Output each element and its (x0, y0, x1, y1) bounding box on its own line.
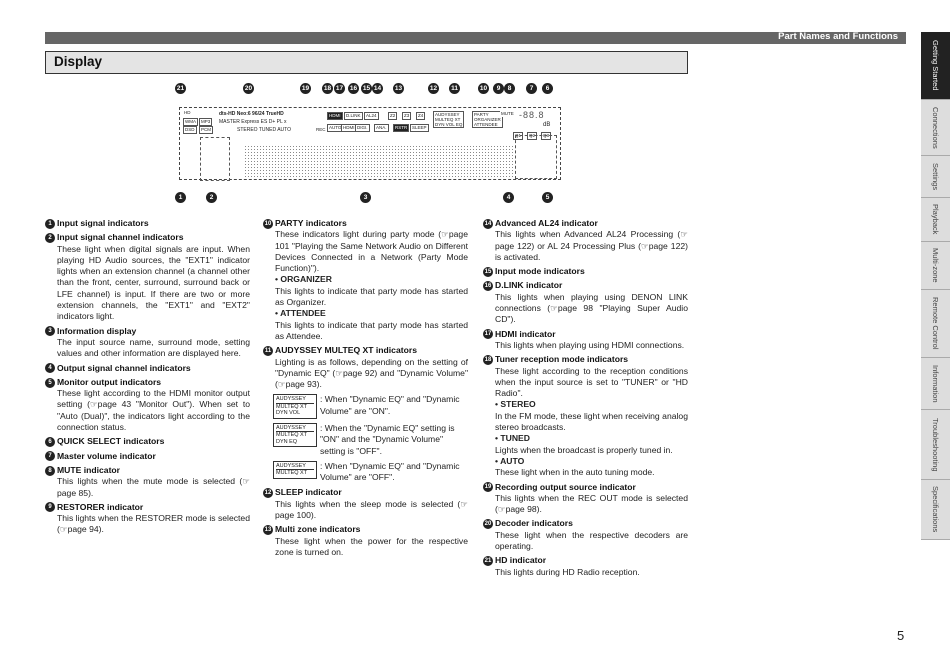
callout-9: 9 (493, 83, 504, 94)
seg-hdmi-input: HDMI (343, 125, 355, 130)
tab-multi-zone[interactable]: Multi-zone (921, 242, 950, 290)
seg-z4: Z4 (418, 113, 424, 118)
header-bar (45, 32, 906, 44)
callout-6: 6 (542, 83, 553, 94)
tab-information[interactable]: Information (921, 358, 950, 410)
callout-8: 8 (504, 83, 515, 94)
item-4: 4 Output signal channel indicators (45, 363, 250, 374)
item-15: 15 Input mode indicators (484, 266, 585, 277)
tab-connections[interactable]: Connections (921, 100, 950, 156)
callout-3: 3 (360, 192, 371, 203)
seg-db: dB (543, 122, 551, 128)
callout-21: 21 (176, 85, 185, 92)
item-8: 8 MUTE indicator This lights when the mute mode is selected (☞page 85). (45, 465, 250, 499)
display-diagram (170, 82, 562, 207)
callout-16: 16 (349, 85, 358, 92)
audyssey-badge: AUDYSSEY MULTEQ XT DYN VOL (273, 394, 317, 419)
item-16: 16 D.LINK indicator This lights when playing using DENON LINK connections (☞page 98 "Playing Super Audio CD"). (484, 280, 688, 325)
audyssey-state-eq: AUDYSSEY MULTEQ XT DYN EQ : When the "Dynamic EQ" setting is "ON" and the "Dynamic Volume" setting is "OFF". (263, 423, 468, 457)
callout-7: 7 (526, 83, 537, 94)
audyssey-badge: AUDYSSEY MULTEQ XT DYN EQ (273, 423, 317, 448)
item-7: 7 Master volume indicator (45, 451, 250, 462)
seg-hdmi: HDMI (329, 113, 341, 118)
seg-digi: DIGI. (357, 125, 368, 130)
seg-sleep: SLEEP (412, 125, 427, 130)
seg-z3: Z3 (404, 113, 410, 118)
seg-dlink: D.LINK (346, 113, 361, 118)
seg-q1: Q1 (515, 133, 522, 138)
item-9: 9 RESTORER indicator This lights when the RESTORER mode is selected (☞page 94). (45, 502, 250, 536)
seg-master: MASTER Express ES D+ PL x (219, 119, 287, 125)
callout-17: 17 (335, 85, 344, 92)
item-12: 12 SLEEP indicator This lights when the sleep mode is selected (☞page 100). (264, 487, 468, 521)
seg-q3: Q3 (543, 133, 550, 138)
item-5: 5 Monitor output indicators These light according to the HDMI monitor output setting (☞page 43 "Monitor Out"). When set to "Auto (Dual)", the indicators light according to the connection status. (45, 377, 250, 433)
column-1 (45, 218, 250, 539)
callout-18: 18 (323, 85, 332, 92)
output-channel-grid (515, 135, 557, 179)
callout-11: 11 (449, 83, 460, 94)
audyssey-state-off: AUDYSSEY MULTEQ XT : When "Dynamic EQ" and "Dynamic Volume" are "OFF". (263, 461, 468, 484)
seg-ana: ANA. (376, 125, 387, 130)
item-3: 3 Information display The input source name, surround mode, setting values and other information are displayed here. (45, 326, 250, 360)
column-2 (263, 218, 468, 561)
seg-party: PARTY ORGANIZER ATTENDEE (474, 112, 501, 127)
item-11: 11 AUDYSSEY MULTEQ XT indicators Lighting is as follows, depending on the setting of "Dynamic EQ" (☞page 92) and "Dynamic Volume" (☞page 93). AUDYSSEY MULTEQ XT DYN VOL : When "Dynamic EQ" and "Dynamic Volume" are "ON". AUDYSSEY MULTEQ XT DYN EQ : When the "Dynamic EQ" setting is "ON" and the "Dynamic Volume" setting is "OFF". AUDYSSEY MULTEQ XT : When "Dynamic EQ" and "Dynamic Volume" are "OFF". (264, 345, 468, 483)
callout-2: 2 (206, 192, 217, 203)
callout-12: 12 (429, 85, 438, 92)
input-channel-grid (200, 137, 230, 181)
item-20: 20 Decoder indicators These light when the respective decoders are operating. (484, 518, 688, 552)
tab-settings[interactable]: Settings (921, 156, 950, 198)
seg-stereo-tuned-auto: STEREO TUNED AUTO (237, 127, 291, 133)
callout-5: 5 (542, 192, 553, 203)
seg-hd: HD (184, 110, 191, 115)
callout-14: 14 (373, 85, 382, 92)
audyssey-state-on: AUDYSSEY MULTEQ XT DYN VOL : When "Dynamic EQ" and "Dynamic Volume" are "ON". (263, 394, 468, 419)
section-title: Part Names and Functions (778, 31, 898, 42)
callout-4: 4 (503, 192, 514, 203)
callout-19: 19 (301, 85, 310, 92)
item-10: 10 PARTY indicators These indicators light during party mode (☞page 101 "Playing the Same Network Audio on Different Devices Connected in a Network (Party Mode Function)"). • ORGANIZER This lights to indicate that party mode has started as Organizer. • ATTENDEE This lights to indicate that party mode has started as Attendee. (264, 218, 468, 341)
audyssey-badge: AUDYSSEY MULTEQ XT (273, 461, 317, 479)
page-title: Display (45, 51, 688, 74)
seg-pcm: PCM (201, 127, 211, 132)
seg-auto: AUTO (329, 125, 342, 130)
callout-20: 20 (244, 85, 253, 92)
item-13: 13 Multi zone indicators These light when the power for the respective zone is turned on. (264, 524, 468, 557)
vfd-panel (179, 107, 561, 180)
seg-audyssey: AUDYSSEY MULTEQ XT DYN VOL EQ (435, 112, 463, 127)
side-tabs (921, 32, 950, 540)
item-19: 19 Recording output source indicator This lights when the REC OUT mode is selected (☞page 98). (484, 481, 688, 515)
seg-mp3: MP3 (201, 119, 211, 124)
tab-remote-control[interactable]: Remote Control (921, 290, 950, 358)
tab-playback[interactable]: Playback (921, 198, 950, 242)
item-2: 2 Input signal channel indicators These light when digital signals are input. When playing HD Audio sources, the "EXT1" indicator lights when an extension channel (a channel other than the front, center, surround, surround back or LFE channel) is input. If there are two or more extension channels, the "EXT1" and "EXT2" indicators light. (45, 232, 250, 322)
seg-dsd: DSD (185, 127, 195, 132)
callout-1: 1 (175, 192, 186, 203)
callout-15: 15 (362, 85, 371, 92)
dot-matrix-display (244, 145, 514, 179)
seg-z2: Z2 (390, 113, 396, 118)
seg-volume-digits: -88.8 (519, 110, 545, 120)
seg-dts-hd: dts-HD Neo:6 96/24 TrueHD (219, 111, 284, 117)
seg-wma: WMA (185, 119, 196, 124)
column-3 (483, 218, 688, 581)
seg-q2: Q2 (529, 133, 536, 138)
seg-rstr: RSTR (395, 125, 408, 130)
tab-specifications[interactable]: Specifications (921, 480, 950, 540)
item-14: 14 Advanced AL24 indicator This lights when Advanced AL24 Processing (☞page 122) or AL 24 Processing Plus (☞page 122) is activated. (484, 218, 688, 262)
tab-troubleshooting[interactable]: Troubleshooting (921, 410, 950, 480)
callout-13: 13 (394, 85, 403, 92)
seg-mute: MUTE (501, 111, 514, 116)
item-21: 21 HD indicator This lights during HD Radio reception. (484, 555, 640, 577)
item-1: 1 Input signal indicators (45, 218, 250, 229)
item-17: 17 HDMI indicator This lights when playing using HDMI connections. (484, 328, 685, 350)
tab-getting-started[interactable]: Getting Started (921, 32, 950, 100)
seg-rec: REC (316, 127, 326, 132)
page-number: 5 (897, 628, 905, 643)
item-6: 6 QUICK SELECT indicators (45, 436, 250, 447)
item-18: 18 Tuner reception mode indicators These light according to the reception conditions when the input source is set to "TUNER" or "HD Radio". • STEREO In the FM mode, these light when receiving analog stereo broadcasts. • TUNED Lights when the broadcast is properly tuned in. • AUTO These light when in the auto tuning mode. (484, 354, 688, 478)
callout-10: 10 (479, 85, 488, 92)
seg-al24: AL24 (366, 113, 377, 118)
